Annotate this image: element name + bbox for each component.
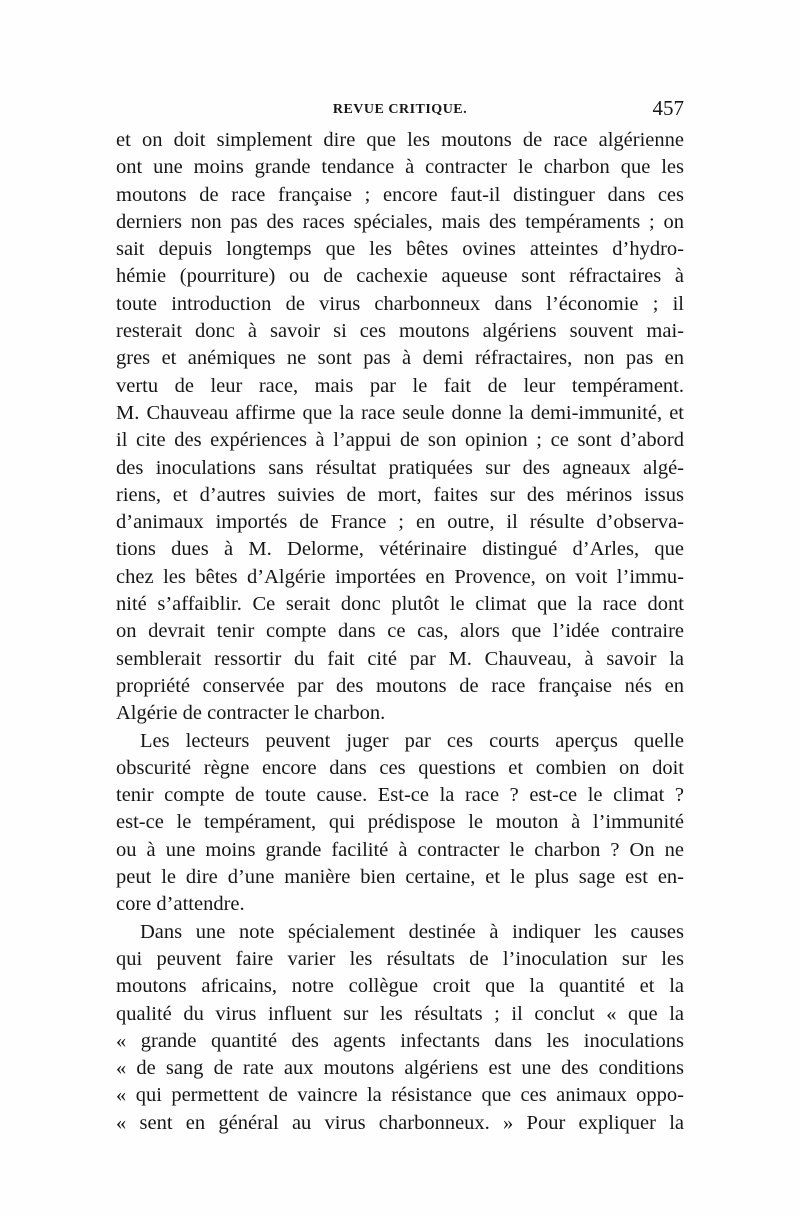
- text-line: moutons africains, notre collègue croit que la quantité et la: [116, 975, 684, 998]
- running-head: [116, 96, 684, 126]
- text-line: ou à une moins grande facilité à contracter le charbon ? On ne: [116, 838, 684, 861]
- text-line: « qui permettent de vaincre la résistance que ces animaux oppo-: [116, 1084, 684, 1107]
- text-line: on devrait tenir compte dans ce cas, alors que l’idée contraire: [116, 620, 684, 643]
- running-title: REVUE CRITIQUE.: [332, 102, 468, 117]
- text-line: semblerait ressortir du fait cité par M. Chauveau, à savoir la: [116, 647, 684, 670]
- text-line: qualité du virus influent sur les résultats ; il conclut « que la: [116, 1002, 684, 1025]
- text-line: riens, et d’autres suivies de mort, faites sur des mérinos issus: [116, 483, 684, 506]
- text-line: propriété conservée par des moutons de race française nés en: [116, 674, 684, 697]
- text-line: M. Chauveau affirme que la race seule donne la demi-immunité, et: [116, 401, 684, 424]
- text-line: et on doit simplement dire que les moutons de race algérienne: [116, 129, 684, 151]
- text-line: d’animaux importés de France ; en outre, il résulte d’observa-: [116, 511, 684, 534]
- text-line: gres et anémiques ne sont pas à demi réfractaires, non pas en: [116, 347, 684, 370]
- paragraph-end-line: Algérie de contracter le charbon.: [116, 702, 386, 725]
- text-line: sait depuis longtemps que les bêtes ovines atteintes d’hydro-: [116, 238, 684, 261]
- paragraph-start-line: Dans une note spécialement destinée à indiquer les causes: [140, 920, 684, 943]
- text-line: est-ce le tempérament, qui prédispose le mouton à l’immunité: [116, 811, 684, 834]
- body-text: [116, 127, 684, 1137]
- text-line: derniers non pas des races spéciales, mais des tempéraments ; on: [116, 210, 684, 233]
- text-line: moutons de race française ; encore faut-il distinguer dans ces: [116, 183, 684, 206]
- page-number: 457: [652, 96, 684, 120]
- text-line: obscurité règne encore dans ces questions et combien on doit: [116, 756, 684, 779]
- text-line: « de sang de rate aux moutons algériens est une des conditions: [116, 1057, 684, 1080]
- text-line: tenir compte de toute cause. Est-ce la race ? est-ce le climat ?: [116, 784, 684, 807]
- text-line: « grande quantité des agents infectants dans les inoculations: [116, 1029, 684, 1052]
- text-line: nité s’affaiblir. Ce serait donc plutôt le climat que la race dont: [116, 593, 684, 616]
- text-line: chez les bêtes d’Algérie importées en Provence, on voit l’immu-: [116, 565, 684, 588]
- text-line: hémie (pourriture) ou de cachexie aqueuse sont réfractaires à: [116, 265, 684, 288]
- text-line: tions dues à M. Delorme, vétérinaire distingué d’Arles, que: [116, 538, 684, 561]
- text-line: ont une moins grande tendance à contracter le charbon que les: [116, 156, 684, 179]
- text-line: peut le dire d’une manière bien certaine, et le plus sage est en-: [116, 866, 684, 889]
- text-line: « sent en général au virus charbonneux. » Pour expliquer la: [116, 1111, 684, 1134]
- text-line: toute introduction de virus charbonneux dans l’économie ; il: [116, 292, 684, 315]
- text-line: qui peuvent faire varier les résultats de l’inoculation sur les: [116, 947, 684, 970]
- paragraph-start-line: Les lecteurs peuvent juger par ces courts aperçus quelle: [140, 729, 684, 752]
- paragraph-end-line: core d’attendre.: [116, 893, 245, 916]
- text-line: des inoculations sans résultat pratiquées sur des agneaux algé-: [116, 456, 684, 479]
- text-line: il cite des expériences à l’appui de son opinion ; ce sont d’abord: [116, 429, 684, 452]
- text-line: vertu de leur race, mais par le fait de leur tempérament.: [116, 374, 684, 397]
- text-line: resterait donc à savoir si ces moutons algériens souvent mai-: [116, 320, 684, 343]
